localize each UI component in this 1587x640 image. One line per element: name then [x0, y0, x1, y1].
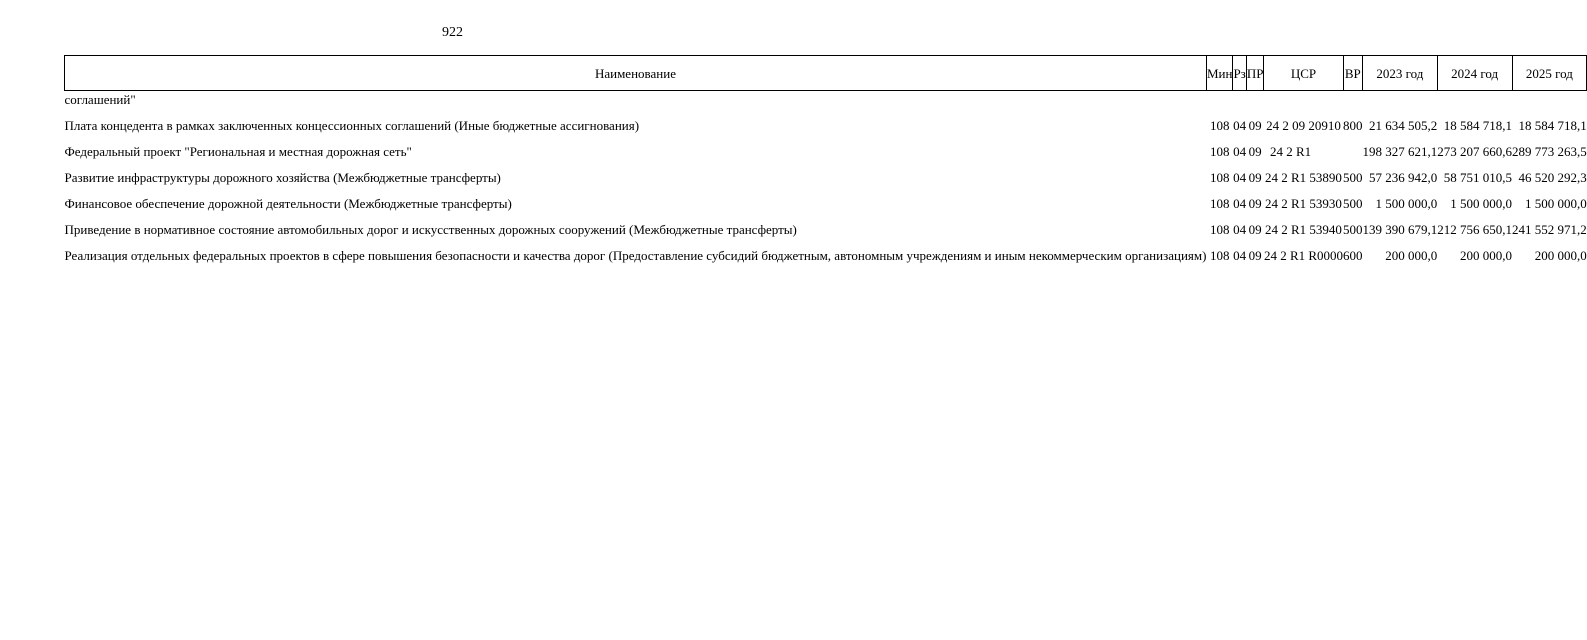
header-vr: ВР — [1343, 56, 1363, 91]
row-vr: 800 — [1343, 118, 1363, 133]
header-min: Мин — [1206, 56, 1232, 91]
row-2023: 57 236 942,0 — [1369, 170, 1438, 185]
row-min: 108 — [1209, 144, 1230, 159]
row-2023: 198 327 621,1 — [1362, 144, 1438, 159]
table-row — [65, 143, 1587, 160]
row-2025: 46 520 292,3 — [1518, 170, 1587, 185]
row-vr — [1343, 143, 1363, 160]
row-name: Реализация отдельных федеральных проектов в сфере повышения безопасности и качества дорог (Предоставление субсидий бюджетным, автономным учреждениям и иным некоммерческим организациям) — [64, 248, 1207, 263]
row-rz: 04 — [1233, 170, 1247, 185]
page-number: 922 — [442, 25, 463, 40]
budget-table — [64, 55, 1587, 264]
header-name: Наименование — [65, 56, 1207, 91]
row-min: 108 — [1209, 222, 1230, 237]
row-csr: 24 2 R1 53940 — [1265, 222, 1342, 237]
row-min: 108 — [1209, 170, 1230, 185]
row-2024: 200 000,0 — [1460, 248, 1513, 263]
row-min: 108 — [1209, 196, 1230, 211]
row-name: Развитие инфраструктуры дорожного хозяйства (Межбюджетные трансферты) — [64, 170, 501, 185]
row-name: Федеральный проект "Региональная и местная дорожная сеть" — [64, 144, 412, 159]
table-header — [65, 56, 1587, 91]
row-pr: 09 — [1248, 170, 1262, 185]
row-rz: 04 — [1233, 144, 1247, 159]
header-2023: 2023 год — [1363, 56, 1438, 91]
header-pr: ПР — [1246, 56, 1264, 91]
row-rz: 04 — [1233, 196, 1247, 211]
row-csr: 24 2 R1 53930 — [1265, 196, 1342, 211]
row-2023: 139 390 679,1 — [1362, 222, 1438, 237]
row-min: 108 — [1209, 118, 1230, 133]
row-2024: 212 756 650,1 — [1437, 222, 1513, 237]
row-2025: 289 773 263,5 — [1512, 144, 1587, 159]
table-row — [65, 221, 1587, 238]
row-2023: 21 634 505,2 — [1369, 118, 1438, 133]
table-row — [65, 117, 1587, 134]
row-2025: 18 584 718,1 — [1518, 118, 1587, 133]
row-2024: 273 207 660,6 — [1437, 144, 1513, 159]
row-2025: 241 552 971,2 — [1512, 222, 1587, 237]
table-row — [65, 195, 1587, 212]
row-rz: 04 — [1233, 222, 1247, 237]
row-2024: 58 751 010,5 — [1443, 170, 1513, 185]
row-vr: 500 — [1343, 170, 1363, 185]
header-csr: ЦСР — [1264, 56, 1343, 91]
row-2023: 1 500 000,0 — [1375, 196, 1438, 211]
row-pr: 09 — [1248, 118, 1262, 133]
row-2025: 200 000,0 — [1534, 248, 1587, 263]
row-vr: 500 — [1343, 196, 1363, 211]
row-rz: 04 — [1233, 248, 1247, 263]
continuation-row — [65, 91, 1587, 109]
row-name: Плата концедента в рамках заключенных концессионных соглашений (Иные бюджетные ассигнования) — [64, 118, 640, 133]
row-2024: 18 584 718,1 — [1443, 118, 1513, 133]
row-min: 108 — [1209, 248, 1230, 263]
header-2024: 2024 год — [1437, 56, 1512, 91]
table-row — [65, 247, 1587, 264]
row-rz: 04 — [1233, 118, 1247, 133]
row-csr: 24 2 R1 53890 — [1265, 170, 1342, 185]
row-2023: 200 000,0 — [1385, 248, 1438, 263]
row-pr: 09 — [1248, 248, 1262, 263]
row-2024: 1 500 000,0 — [1450, 196, 1513, 211]
row-name: Финансовое обеспечение дорожной деятельности (Межбюджетные трансферты) — [64, 196, 512, 211]
row-csr: 24 2 R1 — [1269, 144, 1312, 159]
row-pr: 09 — [1248, 144, 1262, 159]
row-csr: 24 2 09 20910 — [1266, 118, 1341, 133]
row-pr: 09 — [1248, 222, 1262, 237]
header-2025: 2025 год — [1512, 56, 1587, 91]
row-vr: 600 — [1343, 248, 1363, 263]
table-row — [65, 169, 1587, 186]
row-name: Приведение в нормативное состояние автомобильных дорог и искусственных дорожных сооружений (Межбюджетные трансферты) — [64, 222, 797, 237]
header-rz: Рз — [1233, 56, 1246, 91]
row-pr: 09 — [1248, 196, 1262, 211]
row-vr: 500 — [1343, 222, 1363, 237]
continuation-text: соглашений" — [64, 92, 136, 107]
row-2025: 1 500 000,0 — [1525, 196, 1587, 211]
row-csr: 24 2 R1 R0000 — [1263, 248, 1344, 263]
